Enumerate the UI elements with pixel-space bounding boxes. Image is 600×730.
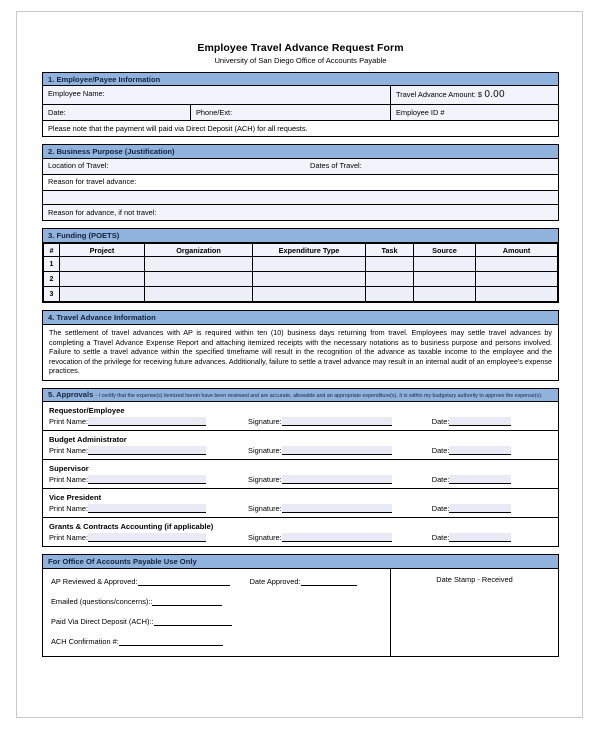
- date-input[interactable]: [449, 533, 511, 542]
- poets-cell-source[interactable]: [414, 287, 476, 302]
- poets-row-num: 2: [44, 272, 60, 287]
- approval-role-label: Supervisor: [49, 463, 89, 473]
- section5-heading-label: 5. Approvals: [48, 390, 94, 400]
- table-row: [44, 272, 558, 287]
- approval-line: [49, 504, 552, 513]
- date-label: Date:: [431, 446, 450, 456]
- approval-row-vice-president: [43, 489, 558, 518]
- approval-role-label: Budget Administrator: [49, 434, 127, 444]
- travel-advance-information-text: The settlement of travel advances with AP is required within ten (10) business days returning from travel. Employees may settle travel advances by completing a Travel Advance Expense Report and attaching itemized receipts with the necessary notations as to business purpose and persons involved. Failure to settle a travel advance within the specified timeframe will result in the recognition of the advance as taxable income to the employee and the revocation of the privilege for receiving future advances. Additionally, failure to settle a travel advance may result in an internal audit of an employee's expense practices.: [43, 325, 558, 380]
- direct-deposit-note-row: [43, 121, 558, 136]
- section4-heading: 4. Travel Advance Information: [43, 311, 558, 324]
- ap-reviewed-approved-line: [51, 577, 390, 586]
- signature-label: Signature:: [248, 446, 282, 456]
- date-label: Date:: [431, 417, 450, 427]
- print-name-input[interactable]: [88, 417, 206, 426]
- print-name-label: Print Name:: [49, 446, 89, 456]
- ap-use-body: [43, 569, 558, 656]
- signature-label: Signature:: [248, 533, 282, 543]
- poets-cell-project[interactable]: [60, 287, 145, 302]
- reason-travel-advance-field[interactable]: Reason for travel advance:: [43, 175, 558, 190]
- paid-ach-line: [51, 617, 390, 626]
- print-name-input[interactable]: [88, 533, 206, 542]
- poets-table: [43, 243, 558, 303]
- date-approved-label: Date Approved:: [249, 576, 301, 586]
- section-accounts-payable-use-only: [42, 554, 559, 656]
- approval-row-budget-administrator: [43, 431, 558, 460]
- reason-not-travel-field[interactable]: Reason for advance, if not travel:: [43, 205, 558, 220]
- form-sheet: [42, 42, 559, 664]
- travel-location-dates-row: [43, 159, 558, 175]
- approval-role-label: Grants & Contracts Accounting (if applicable): [49, 521, 214, 531]
- signature-input[interactable]: [282, 446, 392, 455]
- travel-advance-amount-field[interactable]: [391, 86, 558, 104]
- emailed-label: Emailed (questions/concerns)::: [51, 596, 153, 606]
- poets-cell-task[interactable]: [366, 272, 414, 287]
- dates-of-travel-field[interactable]: Dates of Travel:: [305, 159, 558, 174]
- location-of-travel-field[interactable]: Location of Travel:: [43, 159, 305, 174]
- emailed-input[interactable]: [152, 597, 222, 606]
- reason-travel-advance-row: [43, 175, 558, 191]
- approval-role-label: Vice President: [49, 492, 102, 502]
- poets-cell-expenditure-type[interactable]: [253, 257, 366, 272]
- ach-confirmation-line: [51, 637, 390, 646]
- paid-ach-input[interactable]: [154, 617, 232, 626]
- print-name-label: Print Name:: [49, 504, 89, 514]
- section-business-purpose: [42, 144, 559, 221]
- date-input[interactable]: [449, 446, 511, 455]
- ach-confirmation-label: ACH Confirmation #:: [51, 636, 119, 646]
- poets-cell-project[interactable]: [60, 257, 145, 272]
- print-name-input[interactable]: [88, 504, 206, 513]
- poets-col-source: Source: [414, 243, 476, 257]
- form-page: [16, 11, 583, 718]
- signature-input[interactable]: [282, 533, 392, 542]
- poets-cell-amount[interactable]: [476, 287, 558, 302]
- poets-cell-amount[interactable]: [476, 272, 558, 287]
- signature-input[interactable]: [282, 475, 392, 484]
- date-input[interactable]: [449, 504, 511, 513]
- poets-cell-expenditure-type[interactable]: [253, 287, 366, 302]
- signature-label: Signature:: [248, 504, 282, 514]
- section-approvals: [42, 388, 559, 548]
- signature-label: Signature:: [248, 417, 282, 427]
- poets-col-organization: Organization: [145, 243, 253, 257]
- approval-line: [49, 446, 552, 455]
- table-row: [44, 257, 558, 272]
- approval-line: [49, 475, 552, 484]
- date-stamp-label: Date Stamp - Received: [436, 574, 513, 584]
- poets-row-num: 3: [44, 287, 60, 302]
- reason-travel-advance-blank[interactable]: [43, 191, 558, 204]
- date-label: Date:: [431, 475, 450, 485]
- approval-role-label: Requestor/Employee: [49, 405, 125, 415]
- date-approved-input[interactable]: [301, 577, 357, 586]
- poets-cell-source[interactable]: [414, 272, 476, 287]
- print-name-label: Print Name:: [49, 475, 89, 485]
- ap-reviewed-approved-label: AP Reviewed & Approved:: [51, 576, 138, 586]
- poets-col-amount: Amount: [476, 243, 558, 257]
- direct-deposit-note: Please note that the payment will paid via Direct Deposit (ACH) for all requests.: [43, 121, 558, 136]
- section5-certification-text: - I certify that the expense(s) itemized herein have been reviewed and are accurate, allowable and an appropriate expenditure(s). It is within my budgetary authority to approve the expense(s).: [95, 393, 543, 400]
- paid-ach-label: Paid Via Direct Deposit (ACH)::: [51, 616, 154, 626]
- page-title: Employee Travel Advance Request Form: [197, 42, 404, 54]
- reason-travel-advance-blank-row: [43, 191, 558, 205]
- poets-col-num: #: [44, 243, 60, 257]
- approval-line: [49, 417, 552, 426]
- section-funding-poets: [42, 228, 559, 303]
- date-phone-id-row: [43, 105, 558, 121]
- date-input[interactable]: [449, 475, 511, 484]
- approval-row-requestor: [43, 402, 558, 431]
- ap-reviewed-approved-input[interactable]: [138, 577, 230, 586]
- date-field[interactable]: Date:: [43, 105, 191, 120]
- reason-not-travel-row: [43, 205, 558, 220]
- poets-cell-source[interactable]: [414, 257, 476, 272]
- emailed-line: [51, 597, 390, 606]
- date-input[interactable]: [449, 417, 511, 426]
- print-name-input[interactable]: [88, 446, 206, 455]
- page-subtitle: University of San Diego Office of Accounts Payable: [214, 56, 387, 65]
- poets-cell-organization[interactable]: [145, 287, 253, 302]
- date-label: Date:: [431, 504, 450, 514]
- date-stamp-area: [391, 569, 558, 656]
- travel-advance-amount-label: Travel Advance Amount: $: [396, 89, 482, 99]
- employee-name-row: [43, 86, 558, 105]
- print-name-label: Print Name:: [49, 533, 89, 543]
- poets-cell-organization[interactable]: [145, 257, 253, 272]
- phone-ext-field[interactable]: Phone/Ext:: [191, 105, 391, 120]
- poets-cell-amount[interactable]: [476, 257, 558, 272]
- section1-heading: 1. Employee/Payee Information: [43, 73, 558, 86]
- section6-heading: For Office Of Accounts Payable Use Only: [43, 555, 558, 568]
- ap-use-left-column: [43, 569, 391, 656]
- poets-cell-task[interactable]: [366, 287, 414, 302]
- approval-row-grants-contracts: [43, 518, 558, 546]
- table-row: [44, 287, 558, 302]
- print-name-input[interactable]: [88, 475, 206, 484]
- section-travel-advance-information: [42, 310, 559, 380]
- approval-row-supervisor: [43, 460, 558, 489]
- employee-id-field[interactable]: Employee ID #: [391, 105, 558, 120]
- section2-heading: 2. Business Purpose (Justification): [43, 145, 558, 158]
- date-label: Date:: [431, 533, 450, 543]
- signature-input[interactable]: [282, 504, 392, 513]
- poets-cell-expenditure-type[interactable]: [253, 272, 366, 287]
- section3-heading: 3. Funding (POETS): [43, 229, 558, 242]
- section5-heading: [43, 389, 558, 403]
- poets-col-task: Task: [366, 243, 414, 257]
- poets-header-row: [44, 243, 558, 257]
- signature-label: Signature:: [248, 475, 282, 485]
- section-employee-information: [42, 72, 559, 137]
- poets-cell-task[interactable]: [366, 257, 414, 272]
- print-name-label: Print Name:: [49, 417, 89, 427]
- signature-input[interactable]: [282, 417, 392, 426]
- poets-cell-organization[interactable]: [145, 272, 253, 287]
- approval-line: [49, 533, 552, 542]
- ach-confirmation-input[interactable]: [119, 637, 223, 646]
- travel-advance-amount-value[interactable]: 0.00: [484, 88, 505, 100]
- poets-col-project: Project: [60, 243, 145, 257]
- employee-name-field[interactable]: Employee Name:: [43, 86, 391, 104]
- poets-cell-project[interactable]: [60, 272, 145, 287]
- poets-row-num: 1: [44, 257, 60, 272]
- poets-col-expenditure-type: Expenditure Type: [253, 243, 366, 257]
